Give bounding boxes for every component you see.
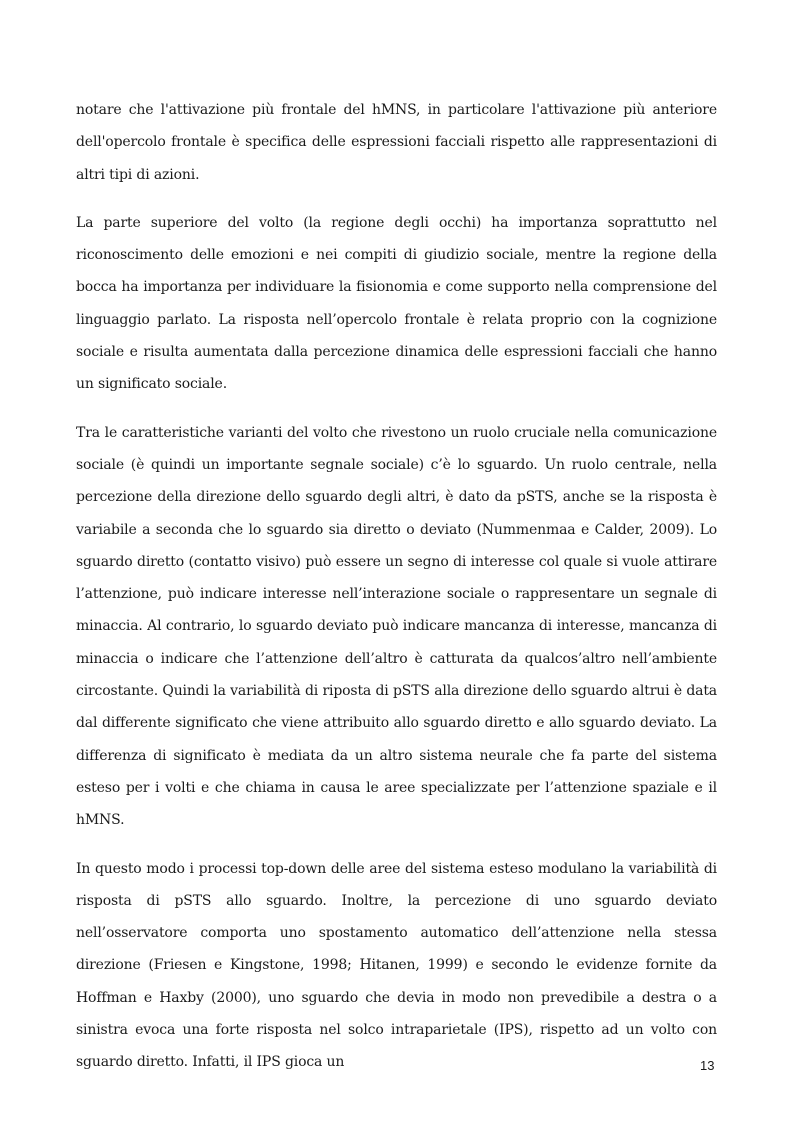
paragraph-2: La parte superiore del volto (la regione degli occhi) ha importanza soprattutto nel riconoscimento delle emozioni e nei compiti di giudizio sociale, mentre la regione della bocca ha importanza per individuare la fisionomia e come supporto nella comprensione del linguaggio parlato. La risposta nell’opercolo frontale è relata proprio con la cognizione sociale e risulta aumentata dalla percezione dinamica delle espressioni facciali che hanno un significato sociale.	[76, 214, 717, 393]
paragraph-4: In questo modo i processi top-down delle aree del sistema esteso modulano la variabilità di risposta di pSTS allo sguardo. Inoltre, la percezione di uno sguardo deviato nell’osservatore comporta uno spostamento automatico dell’attenzione nella stessa direzione (Friesen e Kingstone, 1998; Hitanen, 1999) e secondo le evidenze fornite da Hoffman e Haxby (2000), uno sguardo che devia in modo non prevedibile a destra o a sinistra evoca una forte risposta nel solco intraparietale (IPS), rispetto ad un volto con sguardo diretto. Infatti, il IPS gioca un	[76, 860, 717, 1071]
paragraph-3: Tra le caratteristiche varianti del volto che rivestono un ruolo cruciale nella comunicazione sociale (è quindi un importante segnale sociale) c’è lo sguardo. Un ruolo centrale, nella percezione della direzione dello sguardo degli altri, è dato da pSTS, anche se la risposta è variabile a seconda che lo sguardo sia diretto o deviato (Nummenmaa e Calder, 2009). Lo sguardo diretto (contatto visivo) può essere un segno di interesse col quale si vuole attirare l’attenzione, può indicare interesse nell’interazione sociale o rappresentare un segnale di minaccia. Al contrario, lo sguardo deviato può indicare mancanza di interesse, mancanza di minaccia o indicare che l’attenzione dell’altro è catturata da qualcos’altro nell’ambiente circostante. Quindi la variabilità di riposta di pSTS alla direzione dello sguardo altrui è data dal differente significato che viene attribuito allo sguardo diretto e allo sguardo deviato. La differenza di significato è mediata da un altro sistema neurale che fa parte del sistema esteso per i volti e che chiama in causa le aree specializzate per l’attenzione spaziale e il hMNS.	[76, 424, 717, 829]
page-number: 13	[700, 1058, 715, 1073]
page-body	[76, 94, 717, 1095]
paragraph-1: notare che l'attivazione più frontale del hMNS, in particolare l'attivazione più anteriore dell'opercolo frontale è specifica delle espressioni facciali rispetto alle rappresentazioni di altri tipi di azioni.	[76, 102, 717, 183]
